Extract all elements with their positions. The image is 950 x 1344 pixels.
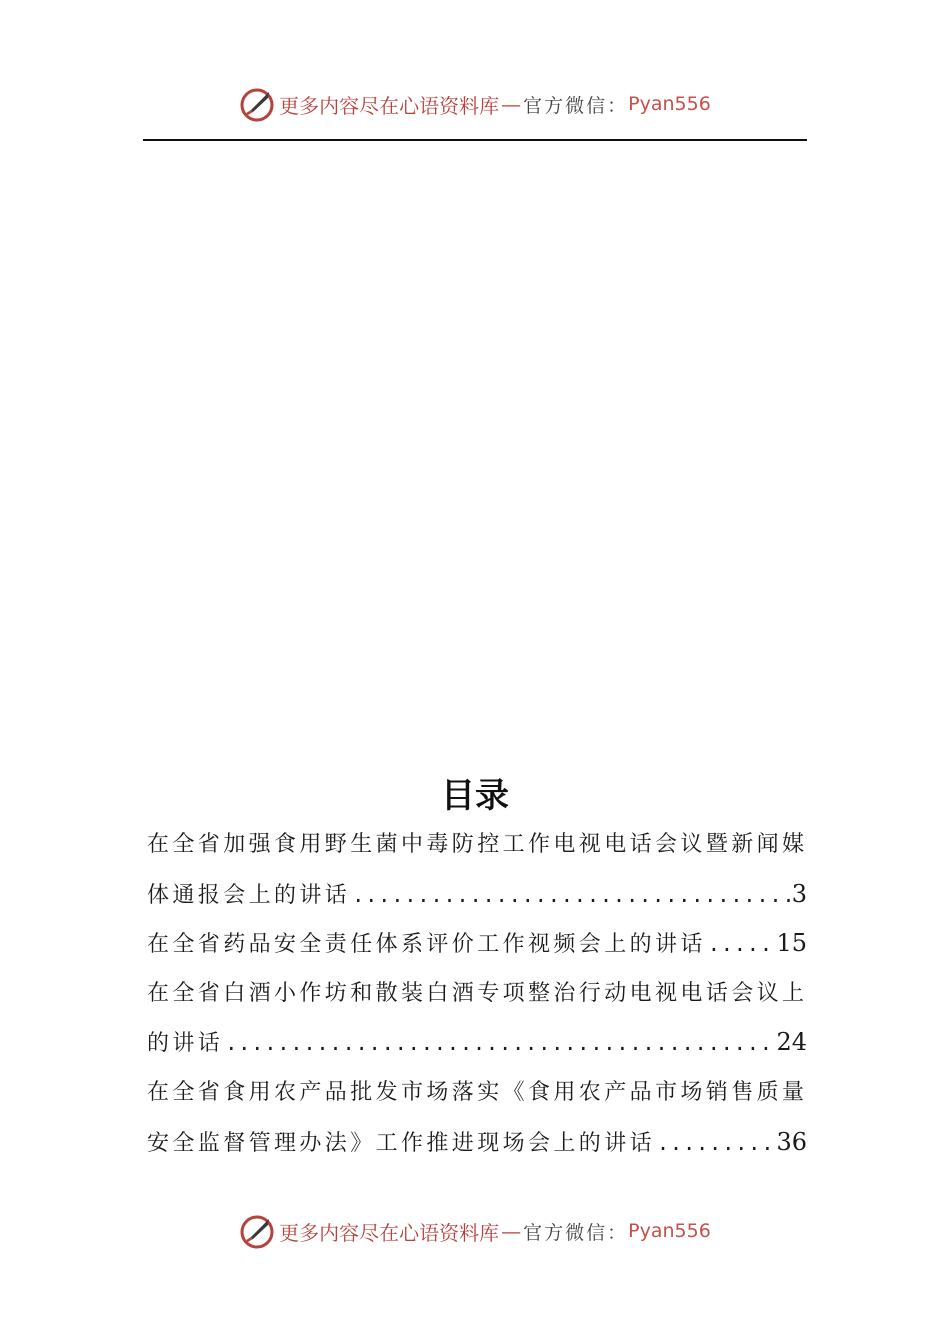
header-rule bbox=[143, 139, 807, 141]
brand-slogan: 更多内容尽在心语资料库 bbox=[279, 1220, 500, 1245]
quill-logo-icon bbox=[239, 86, 275, 122]
brand-wechat-id: Pyan556 bbox=[628, 93, 711, 115]
toc-entry-text: 在全省加强食用野生菌中毒防控工作电视电话会议暨新闻媒 bbox=[147, 832, 807, 857]
table-of-contents bbox=[147, 820, 807, 1167]
brand-wechat-label: 官方微信： bbox=[523, 94, 629, 117]
toc-leader-dots bbox=[657, 1119, 774, 1168]
toc-entry-text: 在全省药品安全责任体系评价工作视频会上的讲话 bbox=[147, 932, 706, 958]
toc-entry-4-line2[interactable] bbox=[147, 1118, 807, 1168]
toc-entry-3-line1[interactable] bbox=[147, 969, 807, 1019]
quill-logo-icon bbox=[239, 1213, 275, 1249]
toc-page-number: 15 bbox=[776, 929, 807, 958]
toc-leader-dots bbox=[708, 920, 775, 969]
toc-page-number: 36 bbox=[776, 1127, 807, 1156]
toc-entry-3-line2[interactable] bbox=[147, 1018, 807, 1068]
toc-leader-dots bbox=[225, 1019, 774, 1068]
header-brand bbox=[0, 84, 950, 124]
toc-entry-text: 体通报会上的讲话 bbox=[147, 882, 351, 908]
brand-wechat-label: 官方微信： bbox=[523, 1221, 629, 1244]
toc-entry-1-line1[interactable] bbox=[147, 820, 807, 870]
toc-entry-text: 在全省白酒小作坊和散装白酒专项整治行动电视电话会议上 bbox=[147, 980, 807, 1006]
toc-entry-text: 在全省食用农产品批发市场落实《食用农产品市场销售质量 bbox=[147, 1079, 807, 1105]
toc-entry-text: 的讲话 bbox=[147, 1031, 224, 1057]
footer-brand bbox=[0, 1211, 950, 1251]
toc-page-number: 24 bbox=[776, 1028, 807, 1057]
toc-page-number: 3 bbox=[791, 879, 807, 908]
toc-entry-4-line1[interactable] bbox=[147, 1068, 807, 1118]
toc-entry-2[interactable] bbox=[147, 919, 807, 969]
brand-dash: — bbox=[501, 1219, 522, 1243]
toc-entry-text: 安全监督管理办法》工作推进现场会上的讲话 bbox=[147, 1130, 656, 1156]
brand-slogan: 更多内容尽在心语资料库 bbox=[279, 93, 500, 118]
toc-leader-dots bbox=[352, 871, 790, 920]
brand-wechat-id: Pyan556 bbox=[628, 1220, 711, 1242]
brand-dash: — bbox=[501, 92, 522, 116]
toc-entry-1-line2[interactable] bbox=[147, 870, 807, 920]
toc-title: 目录 bbox=[441, 776, 509, 816]
